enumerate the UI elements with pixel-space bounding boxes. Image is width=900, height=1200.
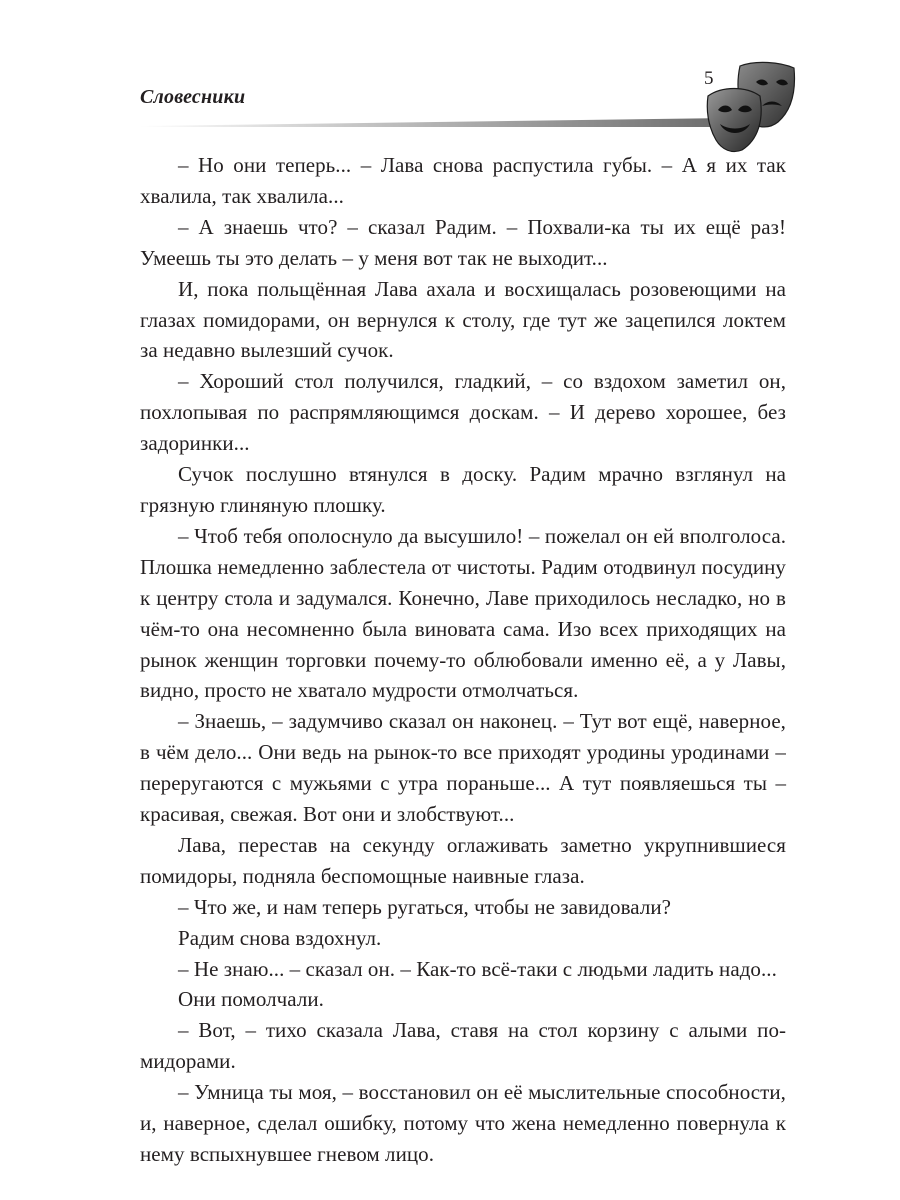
header-rule (140, 118, 730, 127)
paragraph: Радим снова вздохнул. (178, 925, 382, 950)
paragraph: – Чтоб тебя ополоснуло да высушило! – пожелал он ей вполголоса. Плошка немедленно заблестела от чистоты. Радим отодвинул посудину к центру стола и задумался. Конечно, Лаве приходилось несладко, но в чём-то она несомненно была виновата сама. Изо всех приходящих на рынок женщин торговки почему-то облюбовали именно её, а у Лавы, видно, просто не хватало мудрости отмолчаться. (140, 523, 786, 703)
paragraph: – Знаешь, – задумчиво сказал он наконец. – Тут вот ещё, наверное, в чём дело... Они ведь на рынок-то все приходят уродины уродинами – переругаются с мужьями с утра пораньше... А тут появляешься ты – красивая, свежая. Вот они и злобствуют... (140, 709, 786, 827)
body-text (140, 150, 786, 1170)
paragraph: Лава, перестав на секунду оглаживать заметно укрупнившиеся помидоры, подняла беспомощные наивные глаза. (140, 832, 786, 888)
paragraph: Они помолчали. (178, 987, 324, 1012)
paragraph: Сучок послушно втянулся в доску. Радим мрачно взглянул на грязную глиняную плошку. (140, 462, 786, 517)
paragraph: – Не знаю... – сказал он. – Как-то всё-таки с людьми ладить надо... (178, 956, 777, 981)
paragraph: – Хороший стол получился, гладкий, – со вздохом заметил он, похлопывая по распрямляющимся доскам. – И дерево хорошее, без задоринки... (140, 369, 786, 456)
theatre-masks-icon (704, 58, 796, 154)
running-head: Словесники (140, 86, 246, 108)
page-number: 5 (704, 68, 714, 89)
paragraph: – Что же, и нам теперь ругаться, чтобы не завидовали? (178, 894, 672, 919)
paragraph: – Но они теперь... – Лава снова распустила губы. – А я их так хвалила, так хвалила... (140, 153, 786, 208)
paragraph: – А знаешь что? – сказал Радим. – Похвали-ка ты их ещё раз! Умеешь ты это делать – у меня вот так не выходит... (140, 214, 786, 270)
paragraph: И, пока польщённая Лава ахала и восхищалась розовеющими на глазах помидорами, он вернулся к столу, где тут же зацепился локтем за недавно вылезший сучок. (140, 276, 786, 363)
comedy-mask (707, 89, 761, 152)
paragraph: – Умница ты моя, – восстановил он её мыслительные способности, и, наверное, сделал ошибку, потому что жена немедленно повернула к нему вспыхнувшее гневом лицо. (140, 1080, 786, 1166)
paragraph: – Вот, – тихо сказала Лава, ставя на стол корзину с алыми помидорами. (140, 1018, 786, 1074)
